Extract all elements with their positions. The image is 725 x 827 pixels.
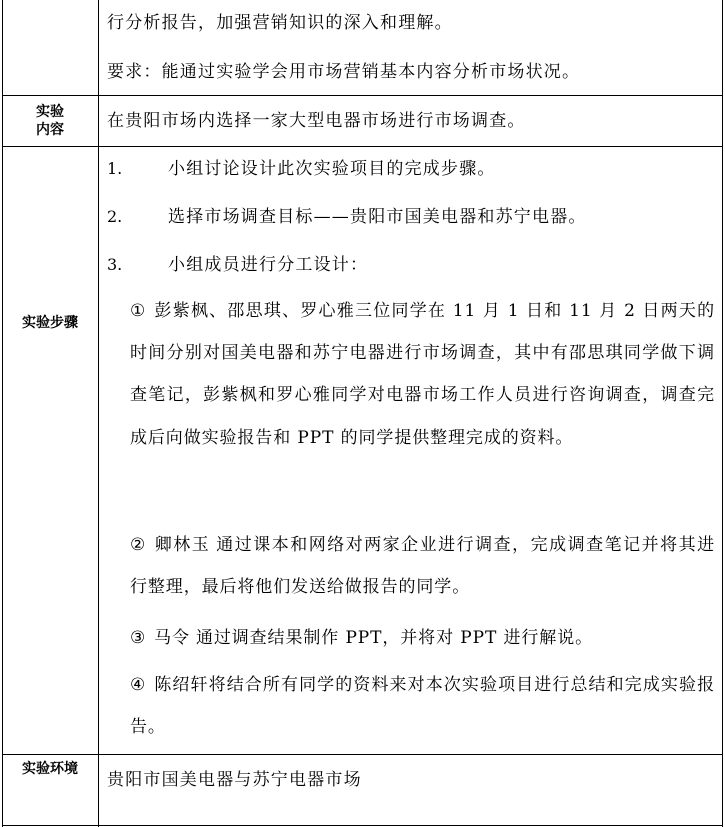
- environment-label: 实验环境: [22, 761, 78, 777]
- step-text: 小组讨论设计此次实验项目的完成步骤。: [168, 159, 496, 179]
- intro-requirement: 要求：能通过实验学会用市场营销基本内容分析市场状况。: [107, 62, 581, 82]
- step-number: 2.: [107, 207, 123, 226]
- steps-label: 实验步骤: [22, 315, 78, 331]
- row-divider-2: [2, 146, 723, 147]
- assignment-name: 马令: [154, 628, 190, 648]
- assignment-paragraph: [130, 664, 715, 748]
- assignment-text: 陈绍轩将结合所有同学的资料来对本次实验项目进行总结和完成实验报告。: [130, 675, 716, 738]
- assignment-marker: ③: [130, 628, 147, 648]
- assignment-text: 彭紫枫、邵思琪、罗心雅三位同学在 11 月 1 日和 11 月 2 日两天的时间分别对国美电器和苏宁电器进行市场调查，其中有邵思琪同学做下调查笔记，彭紫枫和罗心雅同学对电器市场工作人员进行咨询调查，调查完成后向做实验报告和 PPT 的同学提供整理完成的资料。: [130, 301, 716, 448]
- table-right-border: [722, 0, 723, 827]
- row-divider-1: [2, 95, 723, 96]
- step-text: 小组成员进行分工设计：: [168, 255, 369, 275]
- assignment-text: 通过课本和网络对两家企业进行调查，完成调查笔记并将其进行整理，最后将他们发送给做报告的同学。: [130, 535, 715, 598]
- step-number: 3.: [107, 255, 123, 274]
- step-text: 选择市场调查目标——贵阳市国美电器和苏宁电器。: [168, 207, 587, 227]
- assignment-name: 卿林玉: [154, 535, 211, 555]
- assignment-text: 通过调查结果制作 PPT，并将对 PPT 进行解说。: [195, 628, 593, 648]
- content-label: [2, 103, 98, 139]
- row-divider-3: [2, 754, 723, 755]
- environment-text: 贵阳市国美电器与苏宁电器市场: [107, 770, 362, 790]
- assignment-marker: ②: [130, 535, 147, 555]
- assignment-marker: ①: [130, 301, 147, 321]
- assignment-paragraph: [130, 524, 715, 608]
- content-text: 在贵阳市场内选择一家大型电器市场进行市场调查。: [107, 111, 526, 131]
- assignment-paragraph: [130, 617, 715, 659]
- intro-line-1: 行分析报告，加强营销知识的深入和理解。: [107, 13, 453, 33]
- table-column-divider: [98, 0, 99, 827]
- assignment-marker: ④: [130, 675, 147, 695]
- table-bottom-border: [2, 825, 723, 826]
- content-label-line-2: 内容: [36, 122, 64, 138]
- assignment-paragraph: [130, 290, 715, 459]
- content-label-line-1: 实验: [36, 104, 64, 120]
- step-number: 1.: [107, 159, 123, 178]
